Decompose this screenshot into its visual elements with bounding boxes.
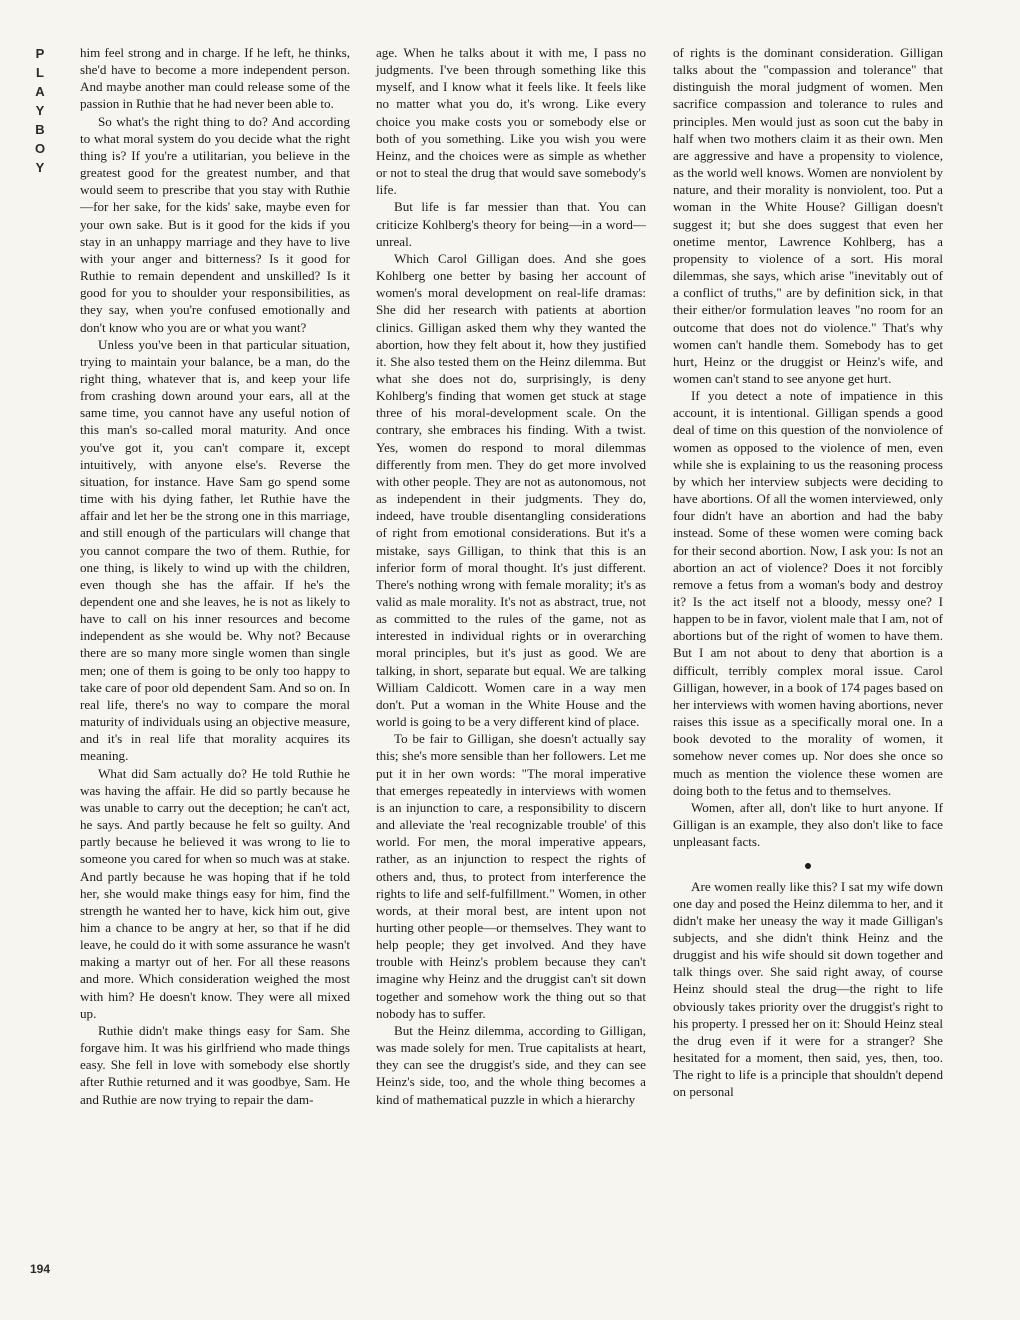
paragraph: Are women really like this? I sat my wife down one day and posed the Heinz dilemma to her, and it didn't make her uneasy the way it made Gilligan's subjects, and she didn't think Heinz and the druggist and his wife should sit down together and talk things over. She said right away, of course Heinz should steal the drug—the right to life obviously takes priority over the druggist's right to his property. I pressed her on it: Should Heinz steal the drug even if it were for a stranger? She hesitated for a moment, then said, yes, then, too. The right to life is a principle that shouldn't depend on personal: [673, 878, 943, 1100]
text-column-3: [673, 44, 943, 1101]
paragraph: Unless you've been in that particular situation, trying to maintain your balance, be a man, do the right thing, whatever that is, and keep your life from crashing down around your ears, all at the same time, you cannot have any useful notion of this man's so-called moral maturity. And once you've got it, you can't compare it, except intuitively, with anyone else's. Reverse the situation, for instance. Have Sam go spend some time with his dying father, let Ruthie have the affair and let her be the strong one in this marriage, and still enough of the particulars will change that you cannot compare the two of them. Ruthie, for one thing, is likely to wind up with the children, even though she has the affair. If he's the dependent one and she leaves, he is not as likely to have to call on his inner resources and become independent as she would be. Why not? Because there are so many more single women than single men; one of them is going to be only too happy to take care of poor old dependent Sam. And so on. In real life, there's no way to compare the moral maturity of individuals using an objective measure, and it's in real life that morality acquires its meaning.: [80, 336, 350, 764]
logo-letter: B: [35, 122, 45, 137]
paragraph: To be fair to Gilligan, she doesn't actually say this; she's more sensible than her followers. Let me put it in her own words: "The moral imperative that emerges repeatedly in interviews with women is an injunction to care, a responsibility to discern and alleviate the 'real recognizable trouble' of this world. For men, the moral imperative appears, rather, as an injunction to respect the rights of others and, thus, to protect from interference the rights to life and self-fulfillment." Women, in other words, at their moral best, are intent upon not hurting other people—or themselves. They want to help people; they get involved. And they have trouble with Heinz's problem because they can't imagine why Heinz and the druggist can't sit down together and somehow work the thing out so that nobody has to suffer.: [376, 731, 646, 1021]
paragraph: of rights is the dominant consideration. Gilligan talks about the "compassion and tolerance" that distinguish the moral judgment of women. Men sacrifice compassion and tolerance to rules and principles. Men would just as soon cut the baby in half when two mothers claim it as their own. Men are aggressive and have a propensity to violence, as the world well knows. Women are nonviolent by nature, and their morality is nonviolent, too. Put a woman in the White House? Gilligan doesn't suggest it; but she does suggest that even her onetime mentor, Lawrence Kohlberg, has a propensity to violence of a sort. His moral dilemmas, she says, which arise "inevitably out of a conflict of truths," are by definition sick, in that their either/or formulation leaves "no room for an outcome that does not do violence." That's why women can't handle them. Somebody has to get hurt, Heinz or the druggist or Heinz's wife, and women can't stand to see anyone get hurt.: [673, 45, 943, 386]
section-break: [673, 856, 943, 873]
paragraph: age. When he talks about it with me, I pass no judgments. I've been through something like this myself, and I know what it feels like. It feels like no matter what you do, it's wrong. Like every choice you make costs you or somebody else or both of you something. Like you wish you were Heinz, and the choices were as simple as whether or not to steal the drug that would save somebody's life.: [376, 45, 646, 198]
paragraph: But the Heinz dilemma, according to Gilligan, was made solely for men. True capitalists at heart, they can see the druggist's side, and they can see Heinz's side, too, and the whole thing becomes a kind of mathematical puzzle in which a hierarchy: [376, 1022, 646, 1107]
section-break-bullet-icon: [805, 863, 811, 869]
logo-letter: Y: [35, 103, 45, 118]
logo-letter: P: [35, 46, 45, 61]
paragraph: him feel strong and in charge. If he left, he thinks, she'd have to become a more independent person. And maybe another man could release some of the passion in Ruthie that he had never been able to.: [80, 45, 350, 112]
logo-letter: A: [35, 84, 45, 99]
logo-letter: O: [34, 141, 46, 156]
paragraph: Which Carol Gilligan does. And she goes Kohlberg one better by basing her account of women's moral development on real-life dramas: She did her research with patients at abortion clinics. Gilligan asked them why they wanted the abortion, how they felt about it, how they justified it. She also tested them on the Heinz dilemma. But what she does not do, surprisingly, is deny Kohlberg's finding that women get stuck at stage three of his moral-development scale. On the contrary, she embraces his finding. With a twist. Yes, women do respond to moral dilemmas differently from men. They do get more involved with other people. They are not as autonomous, not as independent in their judgments. They do, indeed, have trouble disentangling considerations of right from emotional considerations. But it's a mistake, says Gilligan, to think that this is an inferior form of moral thought. It's just different. There's nothing wrong with female morality; it's as valid as male morality. It's not as abstract, true, not as committed to the rules of the game, not as interested in individual rights or in overarching moral principles, but it's just as good. We are talking, in short, separate but equal. We are talking William Caldicott. Women care in a way men don't. Put a woman in the White House and the world is going to be a very different kind of place.: [376, 250, 646, 730]
paragraph: So what's the right thing to do? And according to what moral system do you decide what the right thing is? If you're a utilitarian, you believe in the greatest good for the greatest number, and that would seem to prescribe that you stay with Ruthie—for her sake, for the kids' sake, maybe even for your own sake. But is it good for the kids if you stay in an unhappy marriage and they have to live with your anger and bitterness? Is it good for Ruthie to remain dependent and unskilled? Is it good for you to shoulder your responsibilities, as they say, when you're confused emotionally and don't know who you are or what you want?: [80, 113, 350, 335]
paragraph: Women, after all, don't like to hurt anyone. If Gilligan is an example, they also don't like to face unpleasant facts.: [673, 799, 943, 850]
paragraph: If you detect a note of impatience in this account, it is intentional. Gilligan spends a good deal of time on this question of the nonviolence of women as opposed to the violence of men, even while she is explaining to us the reasoning process by which her interview subjects were deciding to have abortions. Of all the women interviewed, only four didn't have an abortion and had the baby instead. Some of these women were coming back for their second abortion. Now, I ask you: Is not an abortion an act of violence? Does it not forcibly remove a fetus from a woman's body and destroy it? Is the act itself not a bloody, messy one? I happen to be in favor, violent male that I am, not of abortions but of the right of women to have them. But I am not about to deny that abortion is a difficult, terribly complex moral issue. Carol Gilligan, however, in a book of 174 pages based on her interviews with women having abortions, never raises this issue as a specifically moral one. In a book devoted to the morality of women, it somehow never comes up. Nor does she once so much as mention the violence these women are doing both to the fetus and to themselves.: [673, 388, 943, 798]
magazine-sidebar-logo: [32, 44, 48, 177]
text-column-2: [376, 44, 646, 1108]
paragraph: But life is far messier than that. You can criticize Kohlberg's theory for being—in a word—unreal.: [376, 199, 646, 249]
logo-letter: Y: [35, 160, 45, 175]
paragraph: Ruthie didn't make things easy for Sam. She forgave him. It was his girlfriend who made things easy. She fell in love with somebody else shortly after Ruthie returned and it was goodbye, Sam. He and Ruthie are now trying to repair the dam-: [80, 1022, 350, 1107]
logo-letter: L: [36, 65, 44, 80]
paragraph: What did Sam actually do? He told Ruthie he was having the affair. He did so partly because he was unable to carry out the deception; he can't act, he says. And partly because he felt so guilty. And partly because he believed it was wrong to lie to someone you cared for when so much was at stake. And partly because he was hoping that if he told her, she would make things easy for him, find the strength he wanted her to have, kick him out, give him a chance to be angry at her, so that if he did leave, he could do it with some assurance he wasn't making a martyr out of her. For all these reasons and more. Which consideration weighed the most with him? He doesn't know. They were all mixed up.: [80, 765, 350, 1021]
text-column-1: [80, 44, 350, 1108]
page-number: 194: [30, 1262, 51, 1276]
